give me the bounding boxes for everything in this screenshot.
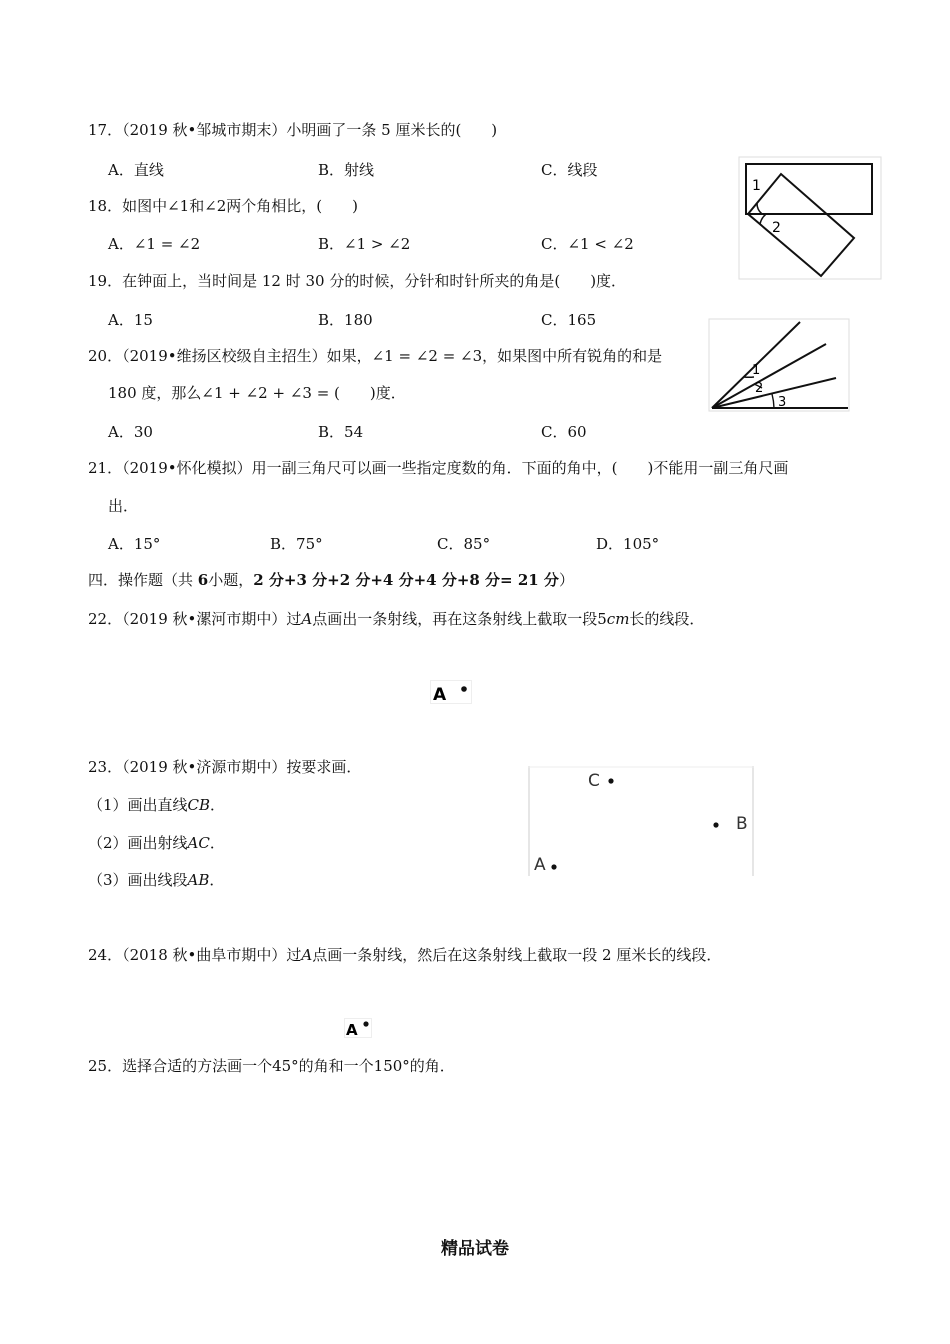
q22-point-label: A <box>433 685 447 704</box>
q25-stem: 25．选择合适的方法画一个45°的角和一个150°的角． <box>88 1057 455 1075</box>
q23-stem: 23．（2019 秋•济源市期中）按要求画． <box>88 758 362 776</box>
q20-angle-1-label: 1 <box>752 363 761 378</box>
section-4-label: 四．操作题（共 <box>88 571 194 589</box>
q23-item-3-prefix: （3）画出线段 <box>88 871 188 889</box>
q23-point-c-dot <box>608 778 613 783</box>
q21-option-a: A．15° <box>108 535 161 553</box>
q24-point-label: A <box>346 1021 358 1038</box>
q20-stem-line1: 20．（2019•维扬区校级自主招生）如果，∠1 = ∠2 = ∠3，如果图中所有锐角的和是 <box>88 347 663 365</box>
page-footer: 精品试卷 <box>441 1239 509 1259</box>
q21-option-d: D．105° <box>596 535 660 553</box>
q20-option-c: C．60 <box>541 423 587 441</box>
q20-stem-line2: 180 度，那么∠1 + ∠2 + ∠3 = ( )度． <box>108 384 406 402</box>
q24-point-dot <box>363 1021 368 1026</box>
q23-item-1-suffix: ． <box>210 796 226 814</box>
q20-option-a: A．30 <box>108 423 153 441</box>
q19-option-b: B．180 <box>318 311 373 329</box>
q21-option-c: C．85° <box>437 535 491 553</box>
q23-item-2-suffix: ． <box>209 834 225 852</box>
q23-item-3-var: AB <box>187 871 210 889</box>
q23-point-b-label: B <box>736 814 748 834</box>
q18-angle-1-label: 1 <box>752 178 761 194</box>
q19-stem: 19．在钟面上，当时间是 12 时 30 分的时候，分针和时针所夹的角是( )度． <box>88 272 627 290</box>
q23-item-2-var: AC <box>187 834 210 852</box>
q22-stem-a: 22．（2019 秋•漯河市期中）过 <box>88 610 302 628</box>
section-4-count: 6 <box>197 571 209 589</box>
q17-option-a: A．直线 <box>108 161 164 179</box>
section-4-end: ） <box>558 571 574 589</box>
q22-len-unit: cm <box>606 610 630 628</box>
q17-stem: 17．（2019 秋•邹城市期末）小明画了一条 5 厘米长的( ) <box>88 121 498 139</box>
q18-figure <box>738 156 882 280</box>
q20-angle-2-label: 2 <box>755 381 764 396</box>
q24-stem-b: 点画一条射线，然后在这条射线上截取一段 2 厘米长的线段． <box>312 946 722 964</box>
q23-item-3-suffix: ． <box>209 871 225 889</box>
q18-stem: 18．如图中∠1和∠2两个角相比，( ) <box>88 197 359 215</box>
q23-point-a-label: A <box>534 855 546 875</box>
q19-option-a: A．15 <box>108 311 153 329</box>
q23-item-1-prefix: （1）画出直线 <box>88 796 188 814</box>
q24-var: A <box>301 946 313 964</box>
q17-option-b: B．射线 <box>318 161 375 179</box>
q21-stem-line2: 出． <box>108 497 139 515</box>
q17-option-c: C．线段 <box>541 161 598 179</box>
q18-option-b: B．∠1 > ∠2 <box>318 235 411 253</box>
q23-item-1-var: CB <box>187 796 211 814</box>
q22-stem-b: 点画出一条射线，再在这条射线上截取一段 <box>312 610 598 628</box>
q23-item-2 <box>88 833 225 853</box>
q22-var: A <box>301 610 313 628</box>
q22-point-a-figure <box>430 680 472 704</box>
q22-point-dot <box>461 686 467 692</box>
q23-point-c-label: C <box>588 771 600 791</box>
q21-stem-line1: 21．（2019•怀化模拟）用一副三角尺可以画一些指定度数的角．下面的角中，( )不能用一副三角尺画 <box>88 459 789 477</box>
q22-stem-c: 长的线段． <box>629 610 705 628</box>
q24-point-a-figure <box>344 1018 372 1038</box>
q23-item-1 <box>88 795 225 815</box>
q21-option-b: B．75° <box>270 535 323 553</box>
section-4-header <box>88 570 574 590</box>
q24-stem-a: 24．（2018 秋•曲阜市期中）过 <box>88 946 302 964</box>
q18-angle-2-label: 2 <box>772 220 781 236</box>
q20-option-b: B．54 <box>318 423 364 441</box>
q23-point-b-dot <box>713 822 718 827</box>
q23-point-a-dot <box>551 864 556 869</box>
section-4-mid: 小题， <box>208 571 254 589</box>
section-4-scores: 2 分+3 分+2 分+4 分+4 分+8 分= 21 分 <box>253 571 559 589</box>
q23-item-2-prefix: （2）画出射线 <box>88 834 188 852</box>
q22-len-num: 5 <box>597 610 607 628</box>
q23-item-3 <box>88 870 224 890</box>
q18-option-a: A．∠1 = ∠2 <box>108 235 201 253</box>
q23-points-figure <box>528 766 754 876</box>
q22-stem <box>88 609 704 629</box>
q20-figure <box>708 318 850 412</box>
q24-stem <box>88 945 721 965</box>
q19-option-c: C．165 <box>541 311 597 329</box>
q20-angle-3-label: 3 <box>778 395 787 410</box>
q18-option-c: C．∠1 < ∠2 <box>541 235 634 253</box>
